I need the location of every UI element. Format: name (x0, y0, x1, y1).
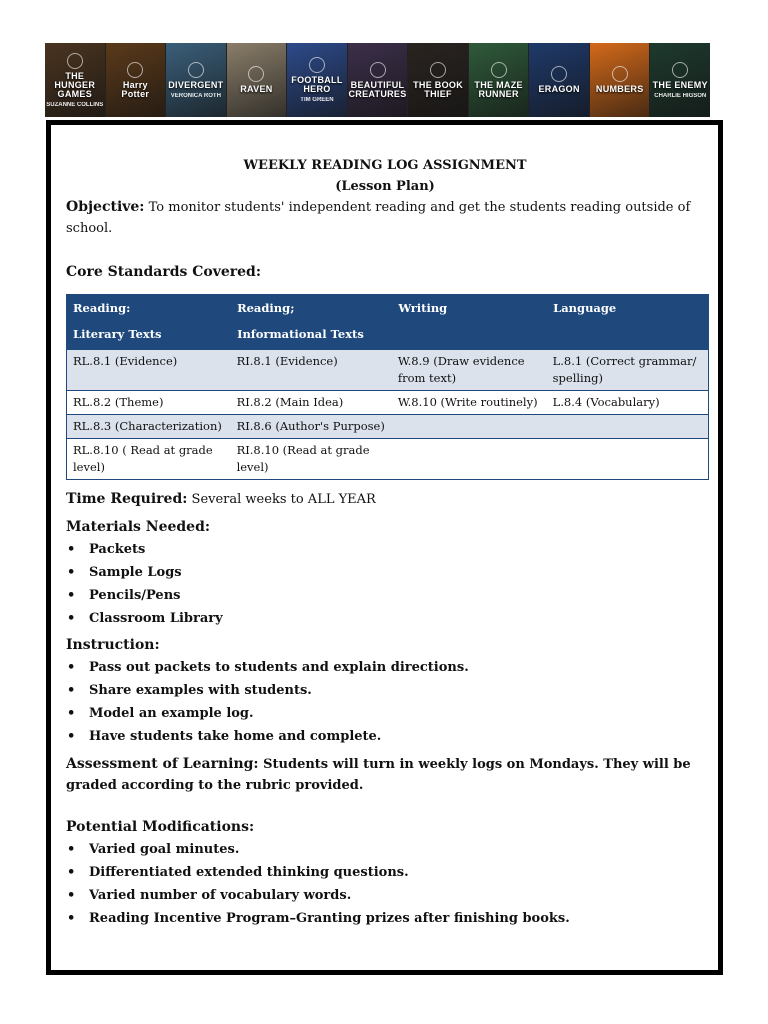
book-cover-title: DIVERGENT (168, 79, 224, 90)
title-line-1: WEEKLY READING LOG ASSIGNMENT (243, 158, 527, 173)
materials-list-item: • Sample Logs (66, 561, 704, 584)
maze-icon (491, 62, 507, 78)
objective-text: To monitor students' independent reading and get the students reading outside of school. (66, 200, 691, 236)
mockingjay-icon (67, 53, 83, 69)
standards-column-header (231, 295, 392, 350)
table-cell: W.8.9 (Draw evidence from text) (392, 350, 547, 391)
table-cell (392, 439, 547, 480)
instruction-list-item: • Have students take home and complete. (66, 725, 704, 748)
column-header-line: Literary Texts (73, 327, 162, 341)
standards-column-header (67, 295, 231, 350)
book-cover-author: TIM GREEN (300, 97, 334, 103)
table-cell: RI.8.6 (Author's Purpose) (231, 415, 392, 439)
table-cell: W.8.10 (Write routinely) (392, 391, 547, 415)
time-label: Time Required: (66, 491, 188, 507)
lesson-plan-frame (46, 120, 723, 975)
materials-list-item: • Classroom Library (66, 607, 704, 630)
raven-icon (248, 66, 264, 82)
materials-heading: Materials Needed: (66, 519, 211, 535)
book-cover-title: ERAGON (538, 84, 580, 94)
book-cover-author: SUZANNE COLLINS (46, 101, 104, 108)
objective-paragraph (66, 197, 704, 239)
book-icon (430, 62, 446, 78)
book-cover (469, 43, 529, 117)
book-cover-title: BEAUTIFUL CREATURES (348, 79, 407, 99)
skull-icon (672, 62, 688, 78)
objective-label: Objective: (66, 199, 145, 215)
table-row (67, 391, 709, 415)
time-paragraph (66, 489, 704, 510)
book-cover-title: THE MAZE RUNNER (474, 79, 523, 99)
standards-column-header (392, 295, 547, 350)
book-cover (348, 43, 408, 117)
table-row (67, 415, 709, 439)
title-line-2: (Lesson Plan) (335, 179, 435, 194)
modifications-list (66, 838, 704, 930)
standards-table (66, 294, 709, 480)
column-header-line: Reading: (73, 301, 131, 315)
table-cell: RL.8.3 (Characterization) (67, 415, 231, 439)
materials-list (66, 538, 704, 630)
table-cell: RL.8.1 (Evidence) (67, 350, 231, 391)
instruction-list-item: • Share examples with students. (66, 679, 704, 702)
standards-column-header (547, 295, 709, 350)
table-cell (547, 415, 709, 439)
book-cover-title: THE HUNGER GAMES (54, 70, 96, 99)
book-cover (590, 43, 650, 117)
table-row (67, 439, 709, 480)
instructions-list (66, 656, 704, 748)
instruction-heading: Instruction: (66, 637, 160, 653)
standards-heading: Core Standards Covered: (66, 264, 262, 280)
modifications-heading: Potential Modifications: (66, 819, 255, 835)
table-cell: L.8.1 (Correct grammar/ spelling) (547, 350, 709, 391)
materials-list-item: • Pencils/Pens (66, 584, 704, 607)
standards-table-header (67, 295, 709, 350)
modification-list-item: • Varied goal minutes. (66, 838, 704, 861)
time-text: Several weeks to ALL YEAR (187, 492, 376, 507)
assessment-label: Assessment of Learning: (66, 756, 259, 772)
table-row (67, 350, 709, 391)
book-cover-banner (45, 43, 710, 117)
column-header-line: Reading; (237, 301, 295, 315)
table-cell: RL.8.10 ( Read at grade level) (67, 439, 231, 480)
modification-list-item: • Reading Incentive Program–Granting prizes after finishing books. (66, 907, 704, 930)
assessment-paragraph (66, 754, 704, 796)
table-cell: RI.8.1 (Evidence) (231, 350, 392, 391)
book-cover (106, 43, 166, 117)
fire-symbol-icon (188, 62, 204, 78)
modification-list-item: • Varied number of vocabulary words. (66, 884, 704, 907)
standards-table-body (67, 350, 709, 480)
tree-icon (370, 62, 386, 78)
book-cover-author: CHARLIE HIGSON (654, 92, 707, 99)
sun-icon (612, 66, 628, 82)
book-cover (650, 43, 710, 117)
book-cover-title: THE BOOK THIEF (413, 79, 463, 99)
column-header-line: Language (553, 301, 617, 315)
football-icon (309, 57, 325, 73)
assessment-text: Students will turn in weekly logs on Mondays. They will be graded according to the rubric provided. (66, 757, 691, 793)
book-cover (408, 43, 468, 117)
document-title (66, 155, 704, 197)
table-cell: RI.8.2 (Main Idea) (231, 391, 392, 415)
modification-list-item: • Differentiated extended thinking questions. (66, 861, 704, 884)
book-cover (166, 43, 226, 117)
book-cover (227, 43, 287, 117)
materials-list-item: • Packets (66, 538, 704, 561)
book-cover-title: NUMBERS (595, 84, 644, 94)
book-cover-author: VERONICA ROTH (170, 92, 221, 99)
lesson-plan-content (66, 125, 704, 930)
table-cell: L.8.4 (Vocabulary) (547, 391, 709, 415)
book-cover (287, 43, 347, 117)
book-cover (529, 43, 589, 117)
book-cover-title: RAVEN (240, 84, 273, 94)
table-cell: RI.8.10 (Read at grade level) (231, 439, 392, 480)
book-cover-title: Harry Potter (121, 79, 150, 99)
dragon-icon (551, 66, 567, 82)
instruction-list-item: • Pass out packets to students and explain directions. (66, 656, 704, 679)
table-cell: RL.8.2 (Theme) (67, 391, 231, 415)
table-cell (547, 439, 709, 480)
table-cell (392, 415, 547, 439)
wizard-icon (127, 62, 143, 78)
column-header-line: Writing (398, 301, 448, 315)
instruction-list-item: • Model an example log. (66, 702, 704, 725)
book-cover-title: FOOTBALL HERO (291, 75, 343, 94)
book-cover (45, 43, 105, 117)
column-header-line: Informational Texts (237, 327, 364, 341)
book-cover-title: THE ENEMY (652, 79, 708, 90)
